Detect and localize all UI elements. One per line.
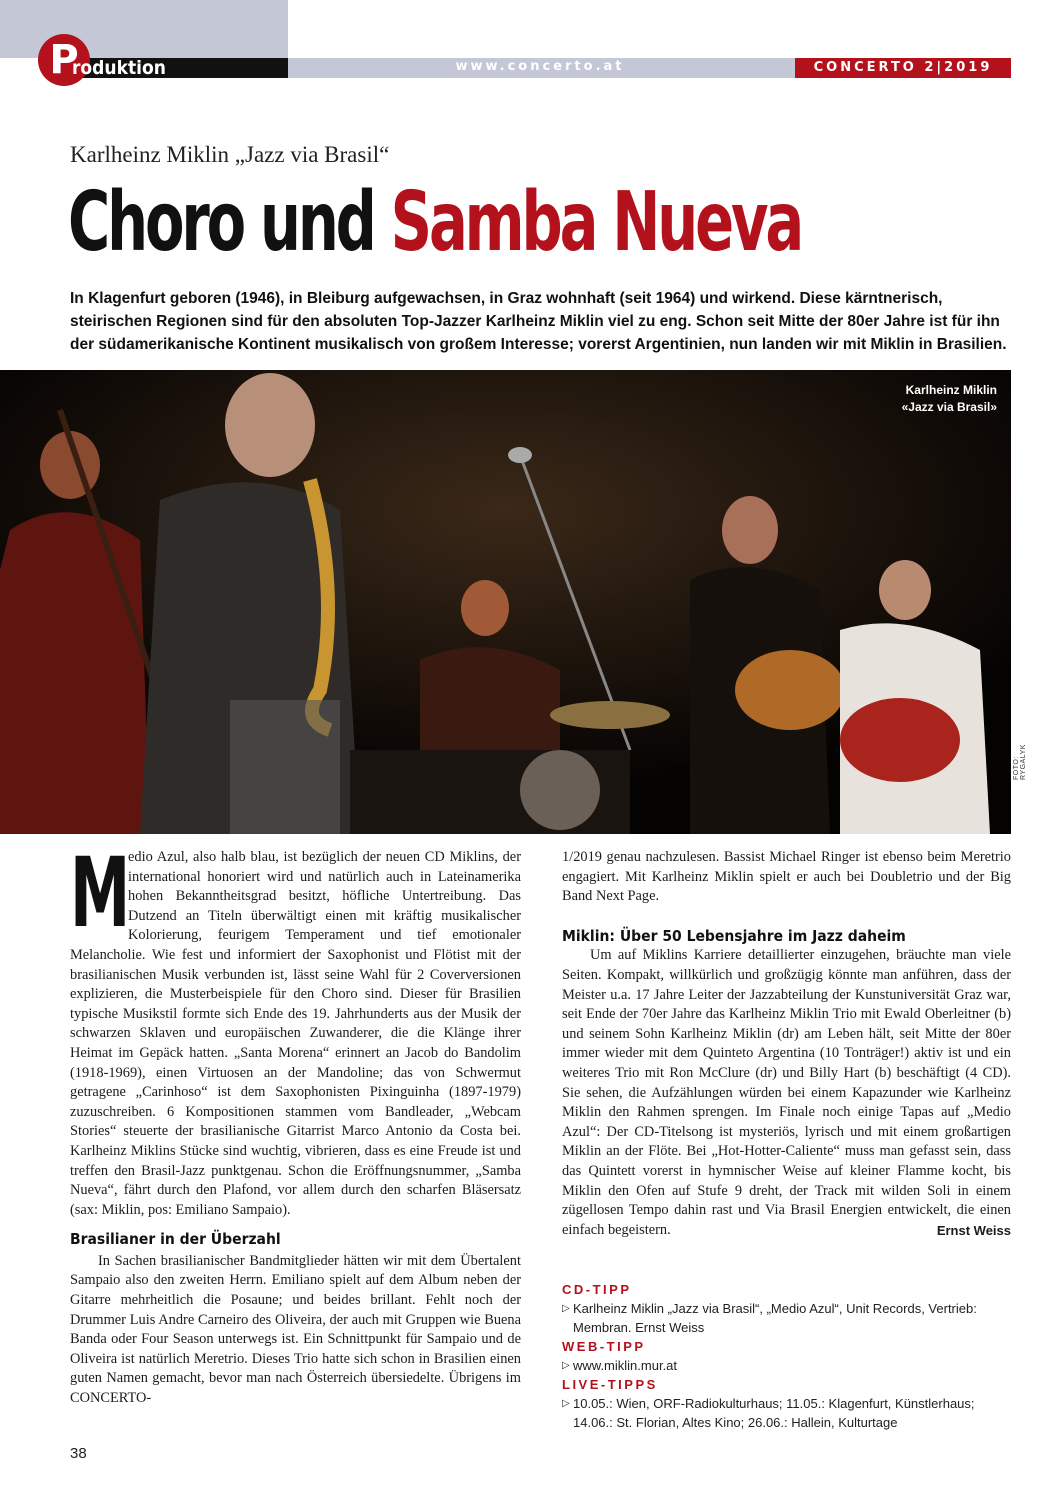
paragraph-3 <box>562 946 1011 1240</box>
live-tip-value: 10.05.: Wien, ORF-Radiokulturhaus; 11.05.: Klagenfurt, Künstlerhaus; 14.06.: St. Florian, Altes Kino; 26.06.: Hallein, Kulturtage <box>573 1396 975 1430</box>
arrow-icon: ▷ <box>562 1398 570 1409</box>
paragraph-2: In Sachen brasilianischer Bandmitglieder hätten wir mit dem Übertalent Sampaio also den zweiten Herrn. Emiliano spielt auf dem Album neben der Gitarre mehrheitlich die Posaune; und beides brillant. Fehlt noch der Drummer Luis Andre Carneiro des Oliveira, der auch mit Gruppen wie Buena Banda oder Four Season unterwegs ist. Ein Schnittpunkt für Sampaio und de Oliveira ist natürlich Meretrio. Dieses Trio hatte sich schon in Brasilien einen guten Namen gemacht, bevor man nach Österreich übersiedelte. Übrigens im CONCERTO- <box>70 1252 521 1407</box>
paragraph-1 <box>70 837 521 1220</box>
web-tip-text <box>562 1356 1011 1375</box>
live-tip-text <box>562 1394 1011 1432</box>
tips-box <box>562 1280 1011 1432</box>
photo-caption-line-1: Karlheinz Miklin <box>905 383 997 397</box>
live-tip-heading: LIVE-TIPPS <box>562 1377 658 1392</box>
article-column-right <box>562 848 1011 1240</box>
subhead-miklin: Miklin: Über 50 Lebensjahre im Jazz daheim <box>562 926 906 945</box>
section-logo-letter: P <box>38 34 90 86</box>
article-column-left <box>70 837 521 1409</box>
issue-label: CONCERTO 2|2019 <box>795 58 1011 78</box>
arrow-icon: ▷ <box>562 1303 570 1314</box>
arrow-icon: ▷ <box>562 1360 570 1371</box>
concert-photo-illustration <box>0 370 1011 834</box>
article-kicker: Karlheinz Miklin „Jazz via Brasil“ <box>70 142 390 167</box>
author-name: Ernst Weiss <box>936 1222 1011 1238</box>
web-tip-link[interactable]: www.miklin.mur.at <box>573 1358 678 1373</box>
cd-tip-value: Karlheinz Miklin „Jazz via Brasil“, „Medio Azul“, Unit Records, Vertrieb: Membran. Ernst Weiss <box>573 1301 977 1335</box>
web-tip-heading: WEB-TIPP <box>562 1339 646 1354</box>
photo-caption-line-2: «Jazz via Brasil» <box>901 400 997 414</box>
website-url: www.concerto.at <box>455 59 625 74</box>
photo-credit: FOTO: RYGALYK <box>1013 744 1027 780</box>
drop-cap: M <box>70 837 131 949</box>
section-label: roduktion <box>72 57 166 79</box>
cd-tip-text <box>562 1299 1011 1337</box>
concert-photo <box>0 370 1011 834</box>
article-headline <box>68 168 801 278</box>
paragraph-2-continued: 1/2019 genau nachzulesen. Bassist Michael Ringer ist ebenso beim Meretrio engagiert. Mit Karlheinz Miklin spielt er auch bei Doubletrio und der Big Band Next Page. <box>562 849 1011 905</box>
paragraph-1-text: edio Azul, also halb blau, ist bezüglich der neuen CD Miklins, der international honoriert wird und natürlich auch in Lateinamerika hohen Bekanntheitsgrad besitzt, höfliche Untertreibung. Das Dutzend an Titeln überwältigt einen mit kräftig musikalischer Kolorierung, feurigem Temperament und tief emotionaler Melancholie. Wie fest und informiert der Saxophonist und Flötist mit der brasilianischen Musik verbunden ist, lässt seine Wahl für 2 Coverversionen explizieren, die Musterbeispiele für den Choro sind. Dieser für Brasilien typische Musikstil formte sich Ende des 19. Jahrhunderts aus der Musik der schwarzen Sklaven und europäischen Zuwanderer, die die Klänge ihrer Heimat im Gepäck hatten. „Santa Morena“ erinnert an Jacob do Bandolim (1918-1969), einen Virtuosen an der Mandoline; das von Schwermut getragene „Carinhoso“ ist dem Saxophonisten Pixinguinha (1897-1979) zuzuschreiben. 6 Kompositionen stammen vom Bandleader, „Webcam Stories“ steuerte der brasilianische Gitarrist Marco Antonio da Costa bei. Karlheinz Miklins Stücke sind wuchtig, vibrieren, dass es eine Freude ist und treffen den Brasil-Jazz punktgenau. Schon die Eröffnungsnummer, „Samba Nueva“, fährt durch den Plafond, vor allem durch den scharfen Bläsersatz (sax: Miklin, pos: Emiliano Sampaio). <box>70 849 521 1218</box>
headline-part-black: Choro und <box>68 175 391 270</box>
paragraph-3-text: Um auf Miklins Karriere detaillierter einzugehen, bräuchte man viele Seiten. Kompakt, willkürlich und großzügig könnte man anführen, dass der Meister u.a. 17 Jahre Leiter der Jazzabteilung der Kunstuniversität Graz war, seit Ende der 70er Jahre das Karlheinz Miklin Trio mit Ewald Oberleitner (b) und seinem Sohn Karlheinz Miklin (dr) am Leben hält, seit Mitte der 80er immer wieder mit dem Quinteto Argentina (10 Tonträger!) aktiv ist und ein weiteres Trio mit Ron McClure (dr) und Billy Hart (b) beschäftigt (4 CD). Sie sehen, die Aufzählungen würden bei einem Kapazunder wie Karlheinz Miklin den Rahmen sprengen. Im Finale noch einige Tapas auf „Medio Azul“: Der CD-Titelsong ist mysteriös, lyrisch und mit einem großartigen Miklin an der Flöte. Bei „Hot-Hotter-Caliente“ muss man gefasst sein, dass das Quintett vorerst in hymnischer Weise auf kleiner Flamme kocht, bis Miklin den Ofen auf Stufe 9 dreht, der Track mit wilden Soli in einem zügellosen Tempo dahin rast und Via Brasil Energien entwickelt, die einen einfach begeistern. <box>562 947 1011 1238</box>
page-number: 38 <box>70 1445 87 1462</box>
headline-part-red: Samba Nueva <box>390 175 802 270</box>
subhead-brasilianer: Brasilianer in der Überzahl <box>70 1230 281 1249</box>
cd-tip-heading: CD-TIPP <box>562 1282 632 1297</box>
article-lead: In Klagenfurt geboren (1946), in Bleiburg aufgewachsen, in Graz wohnhaft (seit 1964) und wirkend. Diese kärntnerisch, steirischen Regionen sind für den absoluten Top-Jazzer Karlheinz Miklin viel zu eng. Schon seit Mitte der 80er Jahre ist für ihn der südamerikanische Kontinent musikalisch von großem Interesse; vorerst Argentinien, nun landen wir mit Miklin in Brasilien. <box>70 290 1007 353</box>
photo-caption <box>902 382 997 416</box>
